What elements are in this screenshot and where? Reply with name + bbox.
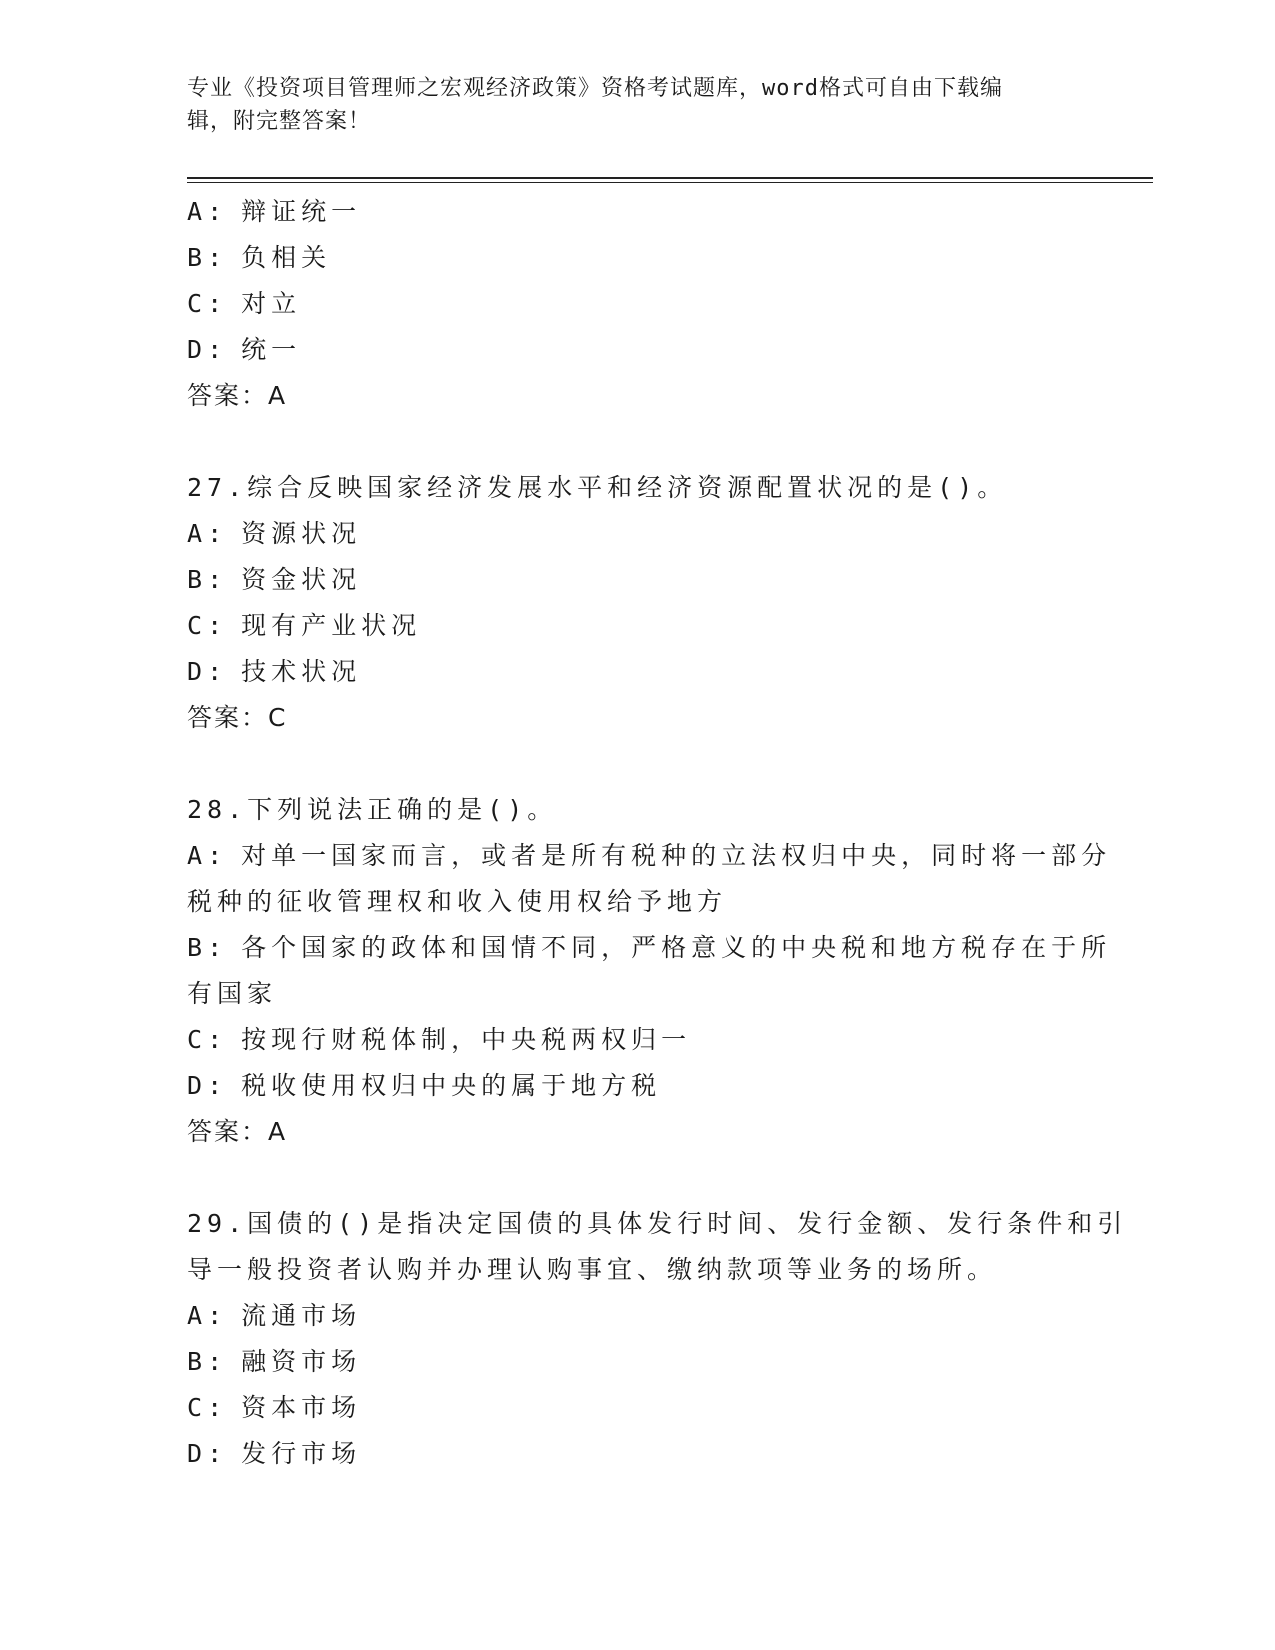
option-d: D : 技术状况	[187, 657, 362, 686]
spacer	[187, 741, 1087, 787]
option-a: A : 辩证统一	[187, 197, 362, 226]
header-line-2: 辑，附完整答案！	[187, 109, 372, 134]
document-header	[187, 72, 1087, 138]
answer-line: 答案：A	[187, 1117, 288, 1146]
option-b: B : 各个国家的政体和国情不同，严格意义的中央税和地方税存在于所	[187, 933, 1112, 962]
option-b: B : 负相关	[187, 243, 332, 272]
answer-line: 答案：A	[187, 381, 288, 410]
option-a: A : 对单一国家而言，或者是所有税种的立法权归中央，同时将一部分	[187, 841, 1112, 870]
question-text: 27.综合反映国家经济发展水平和经济资源配置状况的是()。	[187, 473, 1008, 502]
option-a: A : 流通市场	[187, 1301, 362, 1330]
header-rule-thin	[187, 182, 1153, 183]
option-c: C : 现有产业状况	[187, 611, 422, 640]
question-27	[187, 465, 1087, 741]
header-line-1: 专业《投资项目管理师之宏观经济政策》资格考试题库，word格式可自由下载编	[187, 76, 1003, 101]
question-28	[187, 787, 1112, 1155]
header-rule-thick	[187, 177, 1153, 179]
question-text-continued: 导一般投资者认购并办理认购事宜、缴纳款项等业务的场所。	[187, 1255, 998, 1284]
spacer	[187, 419, 1087, 465]
question-26	[187, 189, 1087, 419]
option-a: A : 资源状况	[187, 519, 362, 548]
question-text: 28.下列说法正确的是()。	[187, 795, 558, 824]
option-b-continued: 有国家	[187, 979, 278, 1008]
option-b: B : 资金状况	[187, 565, 362, 594]
option-d: D : 税收使用权归中央的属于地方税	[187, 1071, 662, 1100]
option-a-continued: 税种的征收管理权和收入使用权给予地方	[187, 887, 728, 916]
option-d: D : 发行市场	[187, 1439, 362, 1468]
spacer	[187, 1155, 1087, 1201]
option-c: C : 按现行财税体制，中央税两权归一	[187, 1025, 692, 1054]
question-text: 29.国债的()是指决定国债的具体发行时间、发行金额、发行条件和引	[187, 1209, 1128, 1238]
question-29	[187, 1201, 1128, 1477]
question-list	[187, 189, 1128, 1477]
option-d: D : 统一	[187, 335, 302, 364]
option-b: B : 融资市场	[187, 1347, 362, 1376]
option-c: C : 资本市场	[187, 1393, 362, 1422]
answer-line: 答案：C	[187, 703, 288, 732]
option-c: C : 对立	[187, 289, 302, 318]
